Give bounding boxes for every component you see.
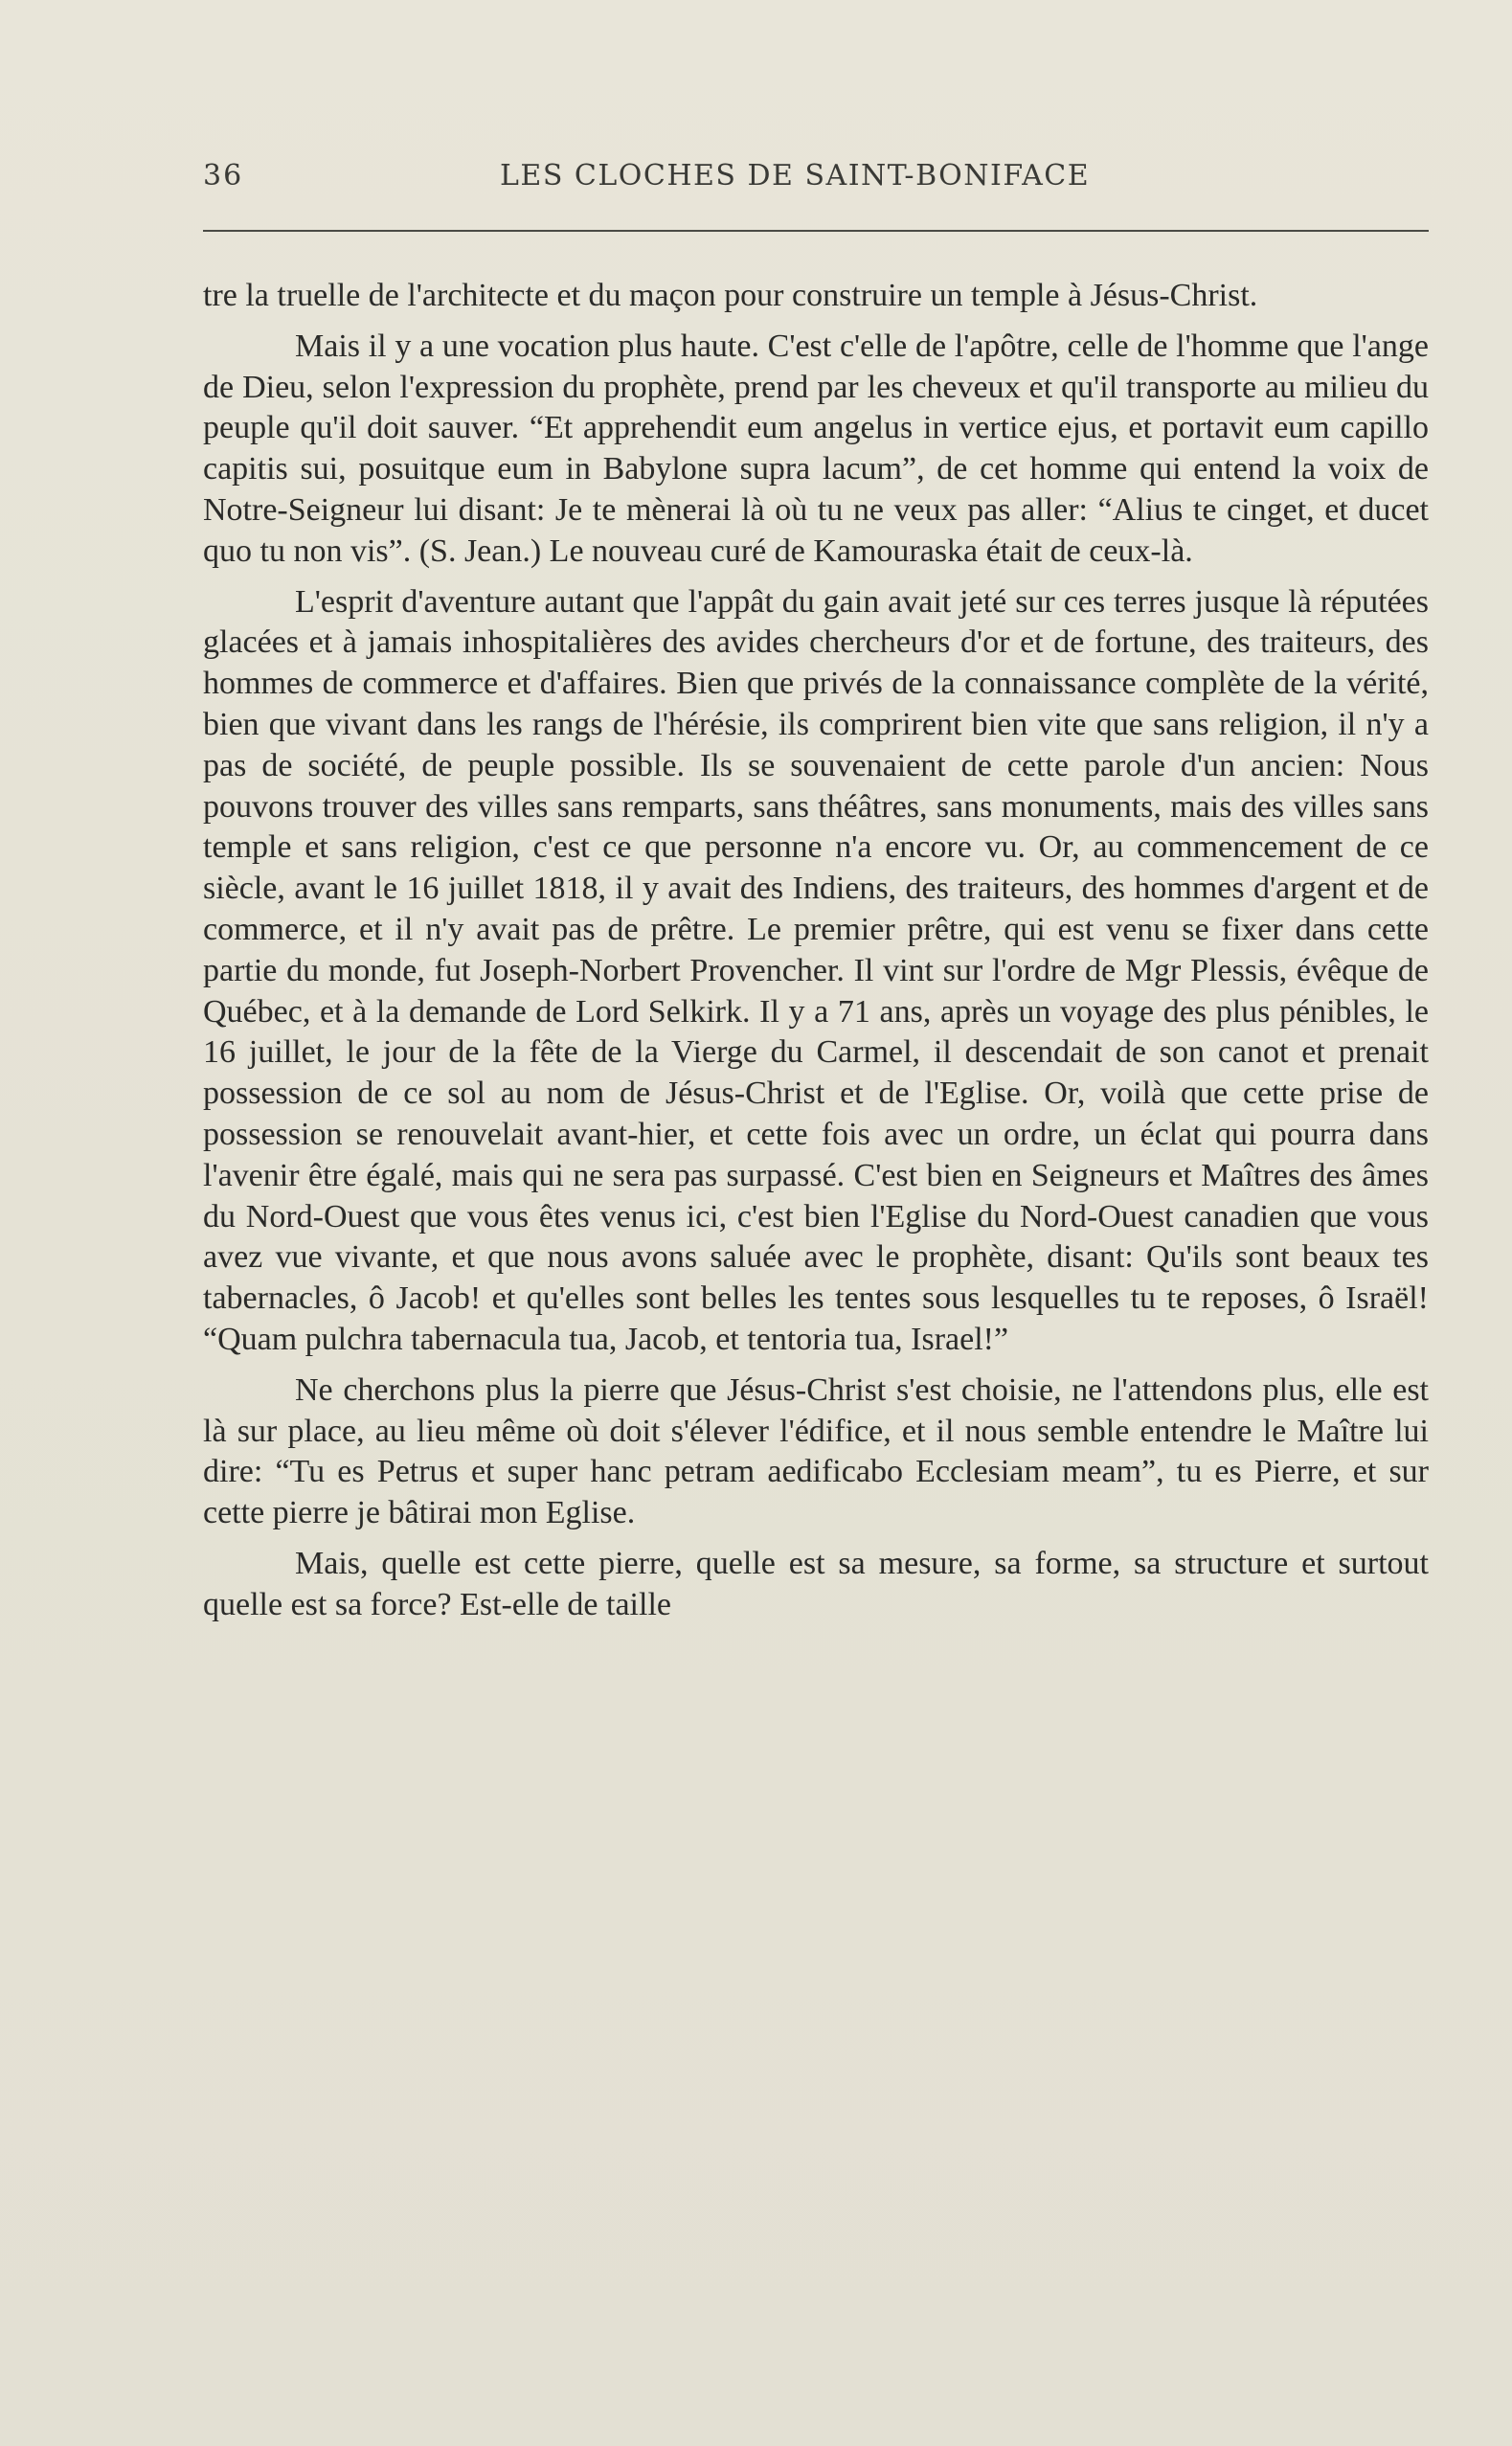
paragraph: Mais, quelle est cette pierre, quelle est sa mesure, sa forme, sa structure et surtout quelle est sa force? Est-elle de taille (203, 1545, 1429, 1622)
running-title: LES CLOCHES DE SAINT-BONIFACE (500, 159, 1091, 193)
paragraph: L'esprit d'aventure autant que l'appât du gain avait jeté sur ces terres jusque là réputées glacées et à jamais inhospitalières des avides chercheurs d'or et de fortune, des traiteurs, des hommes de commerce et d'affaires. Bien que privés de la connaissance complète de la vérité, bien que vivant dans les rangs de l'hérésie, ils comprirent bien vite que sans religion, il n'y a pas de société, de peuple possible. Ils se souvenaient de cette parole d'un ancien: Nous pouvons trouver des villes sans remparts, sans théâtres, sans monuments, mais des villes sans temple et sans religion, c'est ce que personne n'a encore vu. Or, au commencement de ce siècle, avant le 16 juillet 1818, il y avait des Indiens, des traiteurs, des hommes d'argent et de commerce, et il n'y avait pas de prêtre. Le premier prêtre, qui est venu se fixer dans cette partie du monde, fut Joseph-Norbert Provencher. Il vint sur l'ordre de Mgr Plessis, évêque de Québec, et à la demande de Lord Selkirk. Il y a 71 ans, après un voyage des plus pénibles, le 16 juillet, le jour de la fête de la Vierge du Carmel, il descendait de son canot et prenait possession de ce sol au nom de Jésus-Christ et de l'Eglise. Or, voilà que cette prise de possession se renouvelait avant-hier, et cette fois avec un ordre, un éclat qui pourra dans l'avenir être égalé, mais qui ne sera pas surpassé. C'est bien en Seigneurs et Maîtres des âmes du Nord-Ouest que vous êtes venus ici, c'est bien l'Eglise du Nord-Ouest canadien que vous avez vue vivante, et que nous avons saluée avec le prophète, disant: Qu'ils sont beaux tes tabernacles, ô Jacob! et qu'elles sont belles les tentes sous lesquelles tu te reposes, ô Israël! “Quam pulchra tabernacula tua, Jacob, et tentoria tua, Israel!” (203, 583, 1429, 1357)
paragraph-continuation: tre la truelle de l'architecte et du maçon pour construire un temple à Jésus-Christ. (203, 278, 1258, 313)
body-text (203, 276, 1429, 1636)
header-rule (203, 230, 1429, 232)
paragraph: Mais il y a une vocation plus haute. C'est c'elle de l'apôtre, celle de l'homme que l'ange de Dieu, selon l'expression du prophète, prend par les cheveux et qu'il transporte au milieu du peuple qu'il doit sauver. “Et apprehendit eum angelus in vertice ejus, et portavit eum capillo capitis sui, posuitque eum in Babylone supra lacum”, de cet homme qui entend la voix de Notre-Seigneur lui disant: Je te mènerai là où tu ne veux pas aller: “Alius te cinget, et ducet quo tu non vis”. (S. Jean.) Le nouveau curé de Kamouraska était de ceux-là. (203, 328, 1429, 569)
paragraph: Ne cherchons plus la pierre que Jésus-Christ s'est choisie, ne l'attendons plus, elle est là sur place, au lieu même où doit s'élever l'édifice, et il nous semble entendre le Maître lui dire: “Tu es Petrus et super hanc petram aedificabo Ecclesiam meam”, tu es Pierre, et sur cette pierre je bâtirai mon Eglise. (203, 1371, 1429, 1531)
page-number: 36 (203, 159, 244, 193)
running-head (203, 153, 1429, 201)
